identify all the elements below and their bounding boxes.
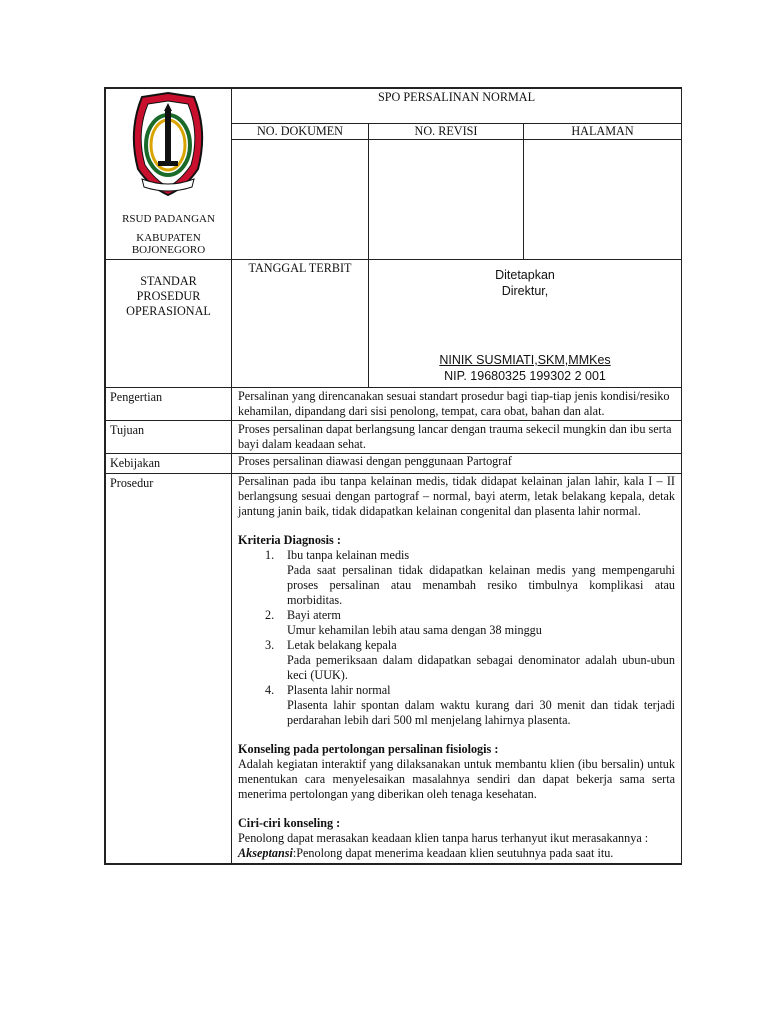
tujuan-label: Tujuan [106, 421, 232, 454]
tanggal-terbit-label: TANGGAL TERBIT [232, 260, 369, 388]
list-item: 4. Plasenta lahir normal Plasenta lahir spontan dalam waktu kurang dari 30 menit dan tidak terjadi perdarahan lebih dari 500 ml menjelang lahirnya plasenta. [265, 683, 675, 727]
standard-label: STANDAR PROSEDUR OPERASIONAL [106, 260, 232, 388]
kebijakan-text: Proses persalinan diawasi dengan penggunaan Partograf [232, 454, 682, 474]
ditetapkan-text: Ditetapkan [495, 268, 555, 282]
director-name: NINIK SUSMIATI,SKM,MMKes [439, 353, 611, 367]
akseptansi-line [238, 846, 675, 861]
document-title: SPO PERSALINAN NORMAL [232, 89, 682, 124]
bojonegoro-regency-seal-icon [128, 91, 208, 201]
kebijakan-label: Kebijakan [106, 454, 232, 474]
ciri-text: Penolong dapat merasakan keadaan klien tanpa harus terhanyut ikut merasakannya : [238, 831, 649, 845]
logo-cell [106, 89, 232, 260]
institution-name: RSUD PADANGAN [122, 213, 215, 225]
konseling-heading: Konseling pada pertolongan persalinan fisiologis : [238, 742, 499, 756]
akseptansi-text: :Penolong dapat menerima keadaan klien seutuhnya pada saat itu. [292, 846, 614, 860]
criteria-list [238, 548, 675, 728]
ciri-heading: Ciri-ciri konseling : [238, 816, 341, 830]
list-item: 3. Letak belakang kepala Pada pemeriksaan dalam didapatkan sebagai denominator adalah ubun-ubun keci (UUK). [265, 638, 675, 682]
pengertian-label: Pengertian [106, 388, 232, 421]
col-no-revisi: NO. REVISI [369, 124, 524, 140]
prosedur-content [232, 474, 682, 864]
kriteria-heading: Kriteria Diagnosis : [238, 533, 341, 547]
no-dokumen-value [232, 140, 369, 260]
tujuan-text: Proses persalinan dapat berlangsung lancar dengan trauma sekecil mungkin dan ibu serta bayi dalam keadaan sehat. [232, 421, 682, 454]
list-item: 1. Ibu tanpa kelainan medis Pada saat persalinan tidak didapatkan kelainan medis yang mempengaruhi proses persalinan atau menambah resiko timbulnya komplikasi atau morbiditas. [265, 548, 675, 607]
direktur-text: Direktur, [501, 284, 549, 298]
list-item: 2. Bayi aterm Umur kehamilan lebih atau sama dengan 38 minggu [265, 608, 542, 637]
halaman-value [524, 140, 682, 260]
konseling-text: Adalah kegiatan interaktif yang dilaksanakan untuk membantu klien (ibu bersalin) untuk menentukan cara menyelesaikan masalahnya sendiri dan dapat bekerja sama serta menerima pertolongan yang diberikan oleh tenaga kesehatan. [238, 757, 675, 801]
approval-cell [369, 260, 682, 388]
akseptansi-term: Akseptansi [238, 846, 293, 860]
no-revisi-value [369, 140, 524, 260]
institution-regency: KABUPATEN [136, 232, 201, 244]
spo-table [105, 88, 682, 864]
spo-document [104, 87, 682, 865]
prosedur-intro: Persalinan pada ibu tanpa kelainan medis, tidak didapat kelainan jalan lahir, kala I – II berlangsung sesuai dengan partograf – normal, bayi aterm, letak belakang kepala, detak jantung janin baik, tidak didapatkan kelainan congenital dan plasenta lahir normal. [238, 474, 675, 518]
pengertian-text: Persalinan yang direncanakan sesuai standart prosedur bagi tiap-tiap jenis kondisi/resiko kehamilan, dipandang dari sisi penolong, tempat, cara obat, bahan dan alat. [232, 388, 682, 421]
col-no-dokumen: NO. DOKUMEN [232, 124, 369, 140]
prosedur-label: Prosedur [106, 474, 232, 864]
institution-city: BOJONEGORO [131, 244, 206, 256]
director-nip: NIP. 19680325 199302 2 001 [444, 369, 606, 383]
col-halaman: HALAMAN [524, 124, 682, 140]
